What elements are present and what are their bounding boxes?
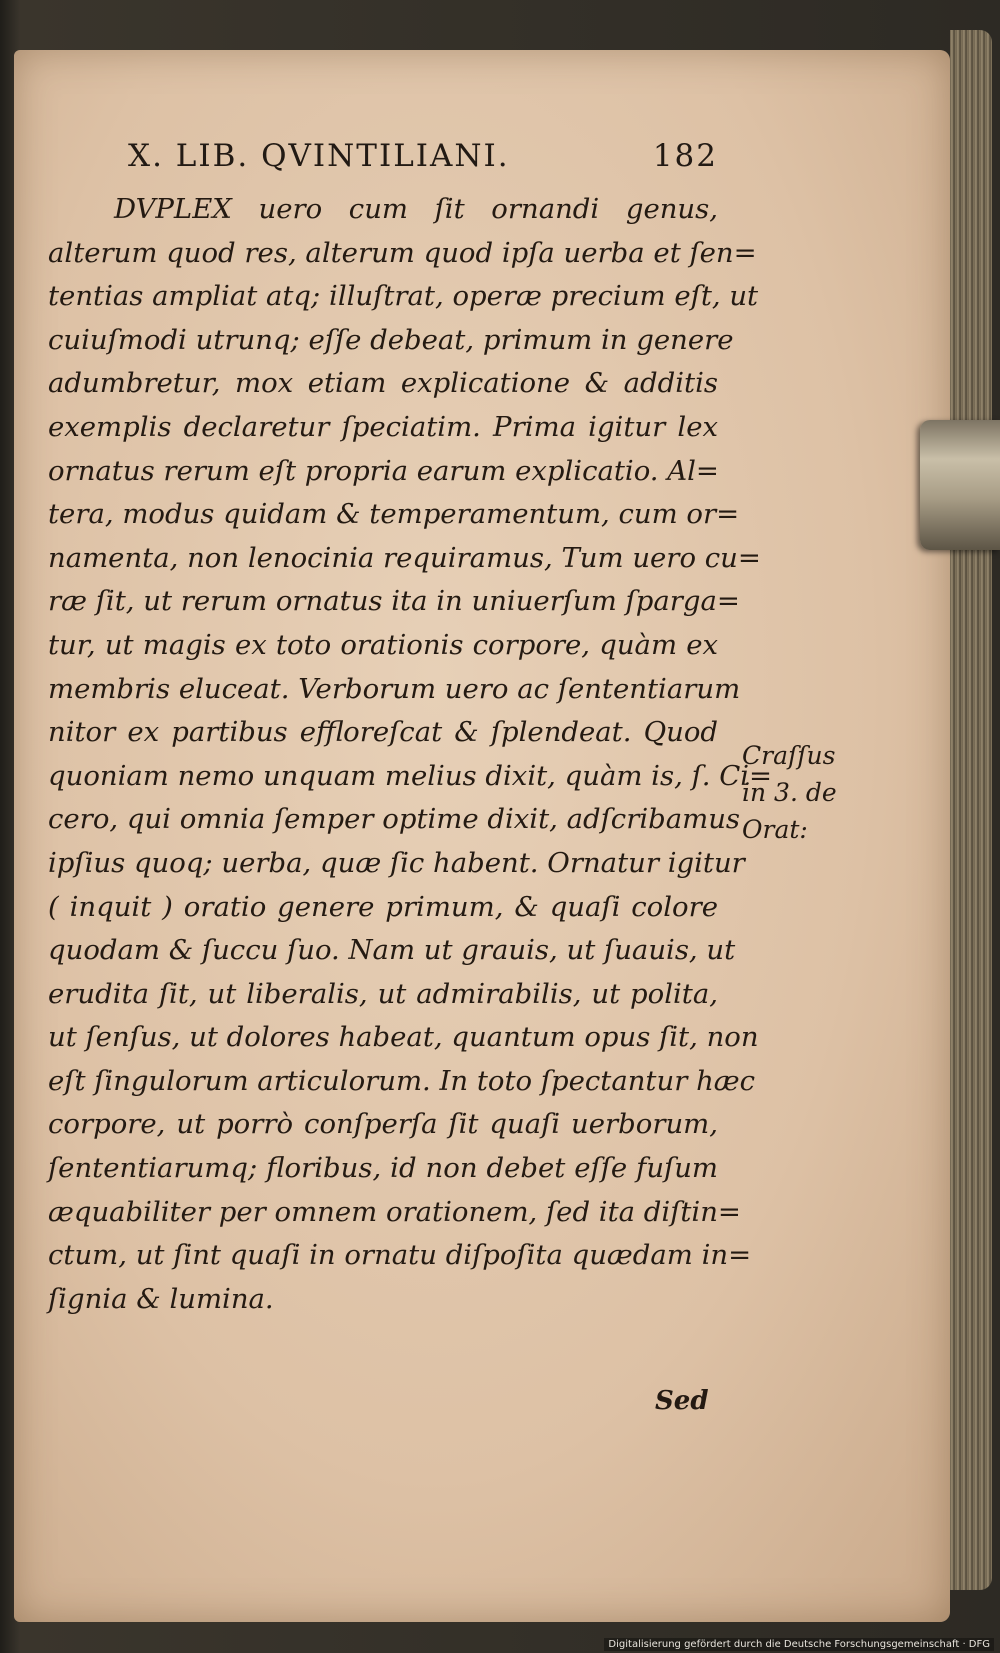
margin-note-line: Orat: <box>742 815 808 844</box>
text-line: quodam & ſuccu ſuo. Nam ut grauis, ut ſuauis, ut <box>48 934 736 967</box>
page-edges <box>950 30 992 1590</box>
text-line: nitor ex partibus effloreſcat & ſplendeat. Quod <box>48 716 718 749</box>
digitization-credit: Digitalisierung gefördert durch die Deutsche Forschungsgemeinschaft · DFG <box>604 1638 994 1651</box>
text-line: DVPLEX uero cum ſit ornandi genus, <box>114 193 718 225</box>
text-line: quoniam nemo unquam melius dixit, quàm is, ſ. Ci= <box>48 759 773 792</box>
text-line: alterum quod res, alterum quod ipſa uerba et ſen= <box>48 236 757 269</box>
margin-note-line: Craſſus <box>742 741 836 770</box>
text-line: eſt ſingulorum articulorum. In toto ſpectantur hæc <box>48 1064 756 1097</box>
text-line: membris eluceat. Verborum uero ac ſententiarum <box>48 672 741 705</box>
text-line: tur, ut magis ex toto orationis corpore, quàm ex <box>48 628 718 661</box>
text-line: tentias ampliat atq; illuſtrat, operæ precium eſt, ut <box>48 280 759 313</box>
text-line: ctum, ut ſint quaſi in ornatu diſpoſita quædam in= <box>48 1239 752 1272</box>
text-line: æquabiliter per omnem orationem, ſed ita diſtin= <box>48 1195 741 1228</box>
body-text <box>48 188 773 1321</box>
text-line: tera, modus quidam & temperamentum, cum or= <box>48 498 740 531</box>
catchword: Sed <box>655 1386 709 1416</box>
text-line: ut ſenſus, ut dolores habeat, quantum opus ſit, non <box>48 1021 759 1054</box>
text-line: namenta, non lenocinia requiramus, Tum uero cu= <box>48 541 761 574</box>
text-line: ſignia & lumina. <box>48 1282 274 1315</box>
text-line: ( inquit ) oratio genere primum, & quaſi colore <box>48 890 718 923</box>
text-line: cero, qui omnia ſemper optime dixit, adſcribamus <box>48 803 741 836</box>
text-line: exemplis declaretur ſpeciatim. Prima igitur lex <box>48 410 718 443</box>
text-line: erudita ſit, ut liberalis, ut admirabilis, ut polita, <box>48 977 718 1010</box>
text-line: ipſius quoq; uerba, quæ ſic habent. Ornatur igitur <box>48 846 745 879</box>
text-line: cuiuſmodi utrunq; eſſe debeat, primum in genere <box>48 323 734 356</box>
book-clasp <box>920 420 1000 550</box>
text-line: ræ ſit, ut rerum ornatus ita in uniuerſum ſparga= <box>48 585 740 618</box>
text-line: corpore, ut porrò conſperſa ſit quaſi uerborum, <box>48 1108 718 1141</box>
text-line: ſententiarumq; floribus, id non debet eſſe fuſum <box>48 1152 718 1185</box>
text-line: adumbretur, mox etiam explicatione & additis <box>48 367 718 400</box>
running-header <box>128 138 718 174</box>
marginal-note <box>742 737 852 848</box>
text-line: ornatus rerum eſt propria earum explicatio. Al= <box>48 454 719 487</box>
margin-note-line: in 3. de <box>742 778 837 807</box>
page-number: 182 <box>652 138 718 174</box>
running-title: X. LIB. QVINTILIANI. <box>128 138 510 174</box>
